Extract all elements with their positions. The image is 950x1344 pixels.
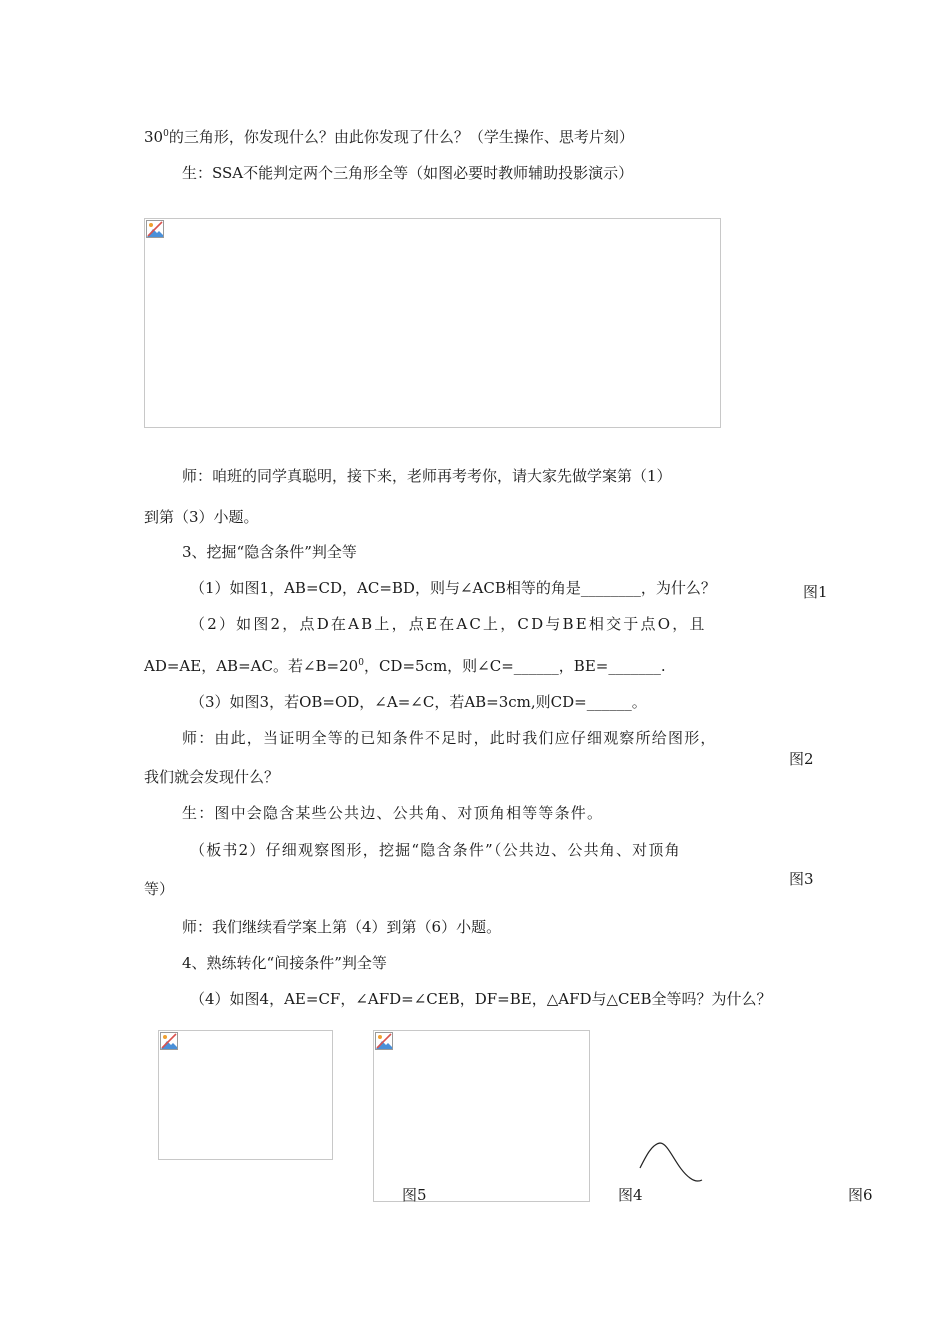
text-line-12: 生：图中会隐含某些公共边、公共角、对顶角相等等条件。 <box>182 804 604 822</box>
text-line-5: 3、挖掘“隐含条件”判全等 <box>182 543 357 561</box>
text-line-16: 4、熟练转化“间接条件”判全等 <box>182 954 387 972</box>
text-line-4: 到第（3）小题。 <box>144 508 259 526</box>
curve-sketch <box>636 1138 706 1188</box>
text-line-6: （1）如图1，AB=CD，AC=BD，则与∠ACB相等的角是________，为什么？ <box>190 579 716 597</box>
text-line-11: 我们就会发现什么？ <box>144 768 280 786</box>
text-line-7: （2）如图2，点D在AB上，点E在AC上，CD与BE相交于点O，且 <box>190 615 707 633</box>
image-placeholder-large <box>144 218 721 428</box>
text-line-10: 师：由此，当证明全等的已知条件不足时，此时我们应仔细观察所给图形， <box>182 729 717 747</box>
broken-image-icon <box>160 1032 178 1050</box>
figure-label-1: 图1 <box>803 583 828 601</box>
figure-label-2: 图2 <box>789 750 814 768</box>
figure-label-5: 图5 <box>402 1186 427 1204</box>
figure-label-3: 图3 <box>789 870 814 888</box>
broken-image-icon <box>146 220 164 238</box>
superscript-degree: 0 <box>358 658 364 668</box>
text-line-3: 师：咱班的同学真聪明，接下来，老师再考考你，请大家先做学案第（1） <box>182 467 672 485</box>
text-line-15: 师：我们继续看学案上第（4）到第（6）小题。 <box>182 918 502 936</box>
text-line-13: （板书2）仔细观察图形，挖掘“隐含条件”（公共边、公共角、对顶角 <box>190 841 681 859</box>
text-line-9: （3）如图3，若OB=OD，∠A=∠C，若AB=3cm,则CD=______。 <box>190 693 647 711</box>
image-placeholder-small-left <box>158 1030 333 1160</box>
text-line-1: $30^0$的三角形，你发现什么？由此你发现了什么？（学生操作、思考片刻） <box>144 128 634 146</box>
figure-label-4: 图4 <box>618 1186 643 1204</box>
figure-label-6: 图6 <box>848 1186 873 1204</box>
broken-image-icon <box>375 1032 393 1050</box>
text-line-17: （4）如图4，AE=CF，∠AFD=∠CEB，DF=BE，△AFD与△CEB全等吗？为什么？ <box>190 990 772 1008</box>
text-line-8: AD=AE，AB=AC。若$\angle B=20^0$，CD=5cm，则∠C=______，BE=_______. <box>144 657 666 675</box>
image-placeholder-medium <box>373 1030 590 1202</box>
text-line-14: 等） <box>144 880 175 898</box>
superscript-degree: 0 <box>163 129 169 139</box>
text-line-2: 生：SSA不能判定两个三角形全等（如图必要时教师辅助投影演示） <box>182 164 634 182</box>
